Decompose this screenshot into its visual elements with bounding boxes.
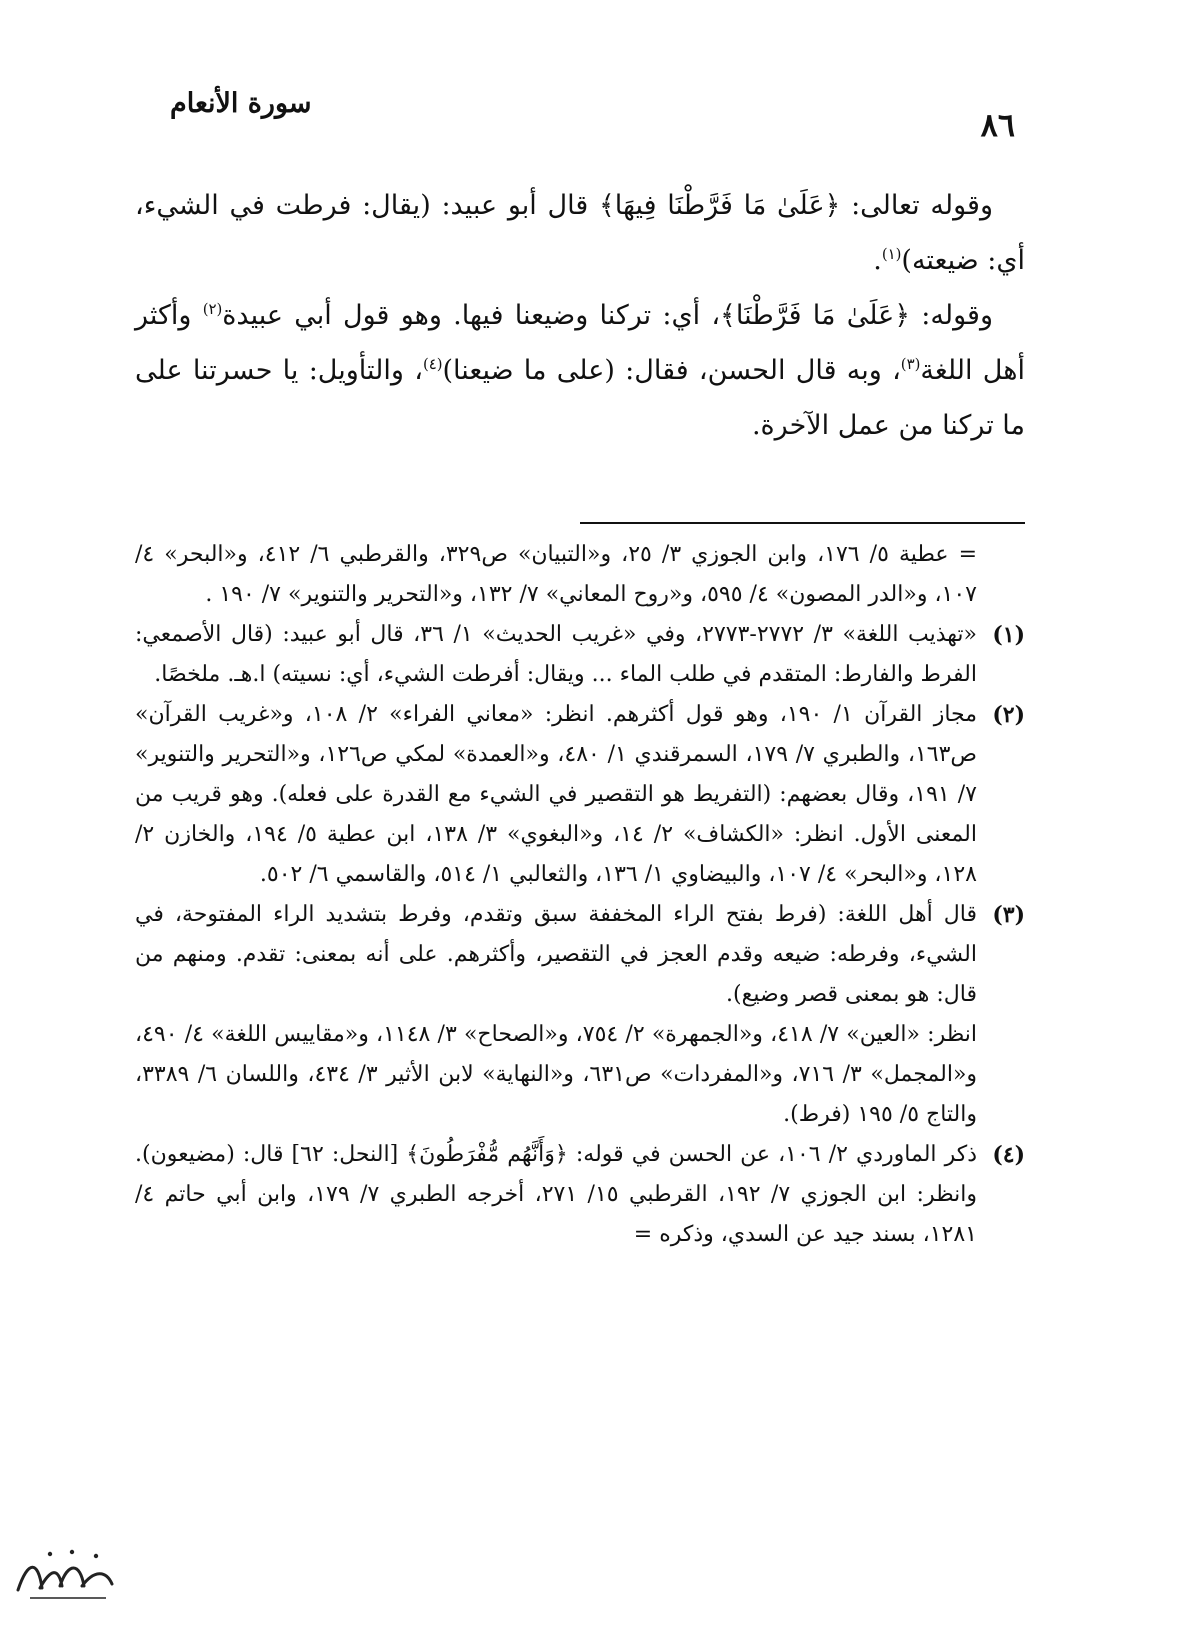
footnote-continuation-body [135, 535, 977, 615]
calligraphy-stamp-logo [10, 1540, 120, 1610]
footnote-body [135, 615, 977, 695]
footnote-number: (١) [992, 622, 1025, 648]
footnote-text: قال أهل اللغة: (فرط بفتح الراء المخففة سبق وتقدم، وفرط بتشديد الراء المفتوحة، في الشيء، وفرطه: ضيعه وقدم العجز في التقصير، وأكثرهم. على أنه بمعنى: تقدم. ومنهم من قال: هو بمعنى قصر وضيع). [135, 902, 977, 1007]
main-paragraph-1 [135, 178, 1025, 288]
footnote-3 [135, 895, 1025, 1135]
footnote-body [135, 895, 977, 1135]
main-paragraph-2-text-c: ، وبه قال الحسن، فقال: (على ما ضيعنا) [442, 355, 901, 386]
page-header [170, 88, 1015, 148]
main-paragraph-1-text: وقوله تعالى: ﴿عَلَىٰ مَا فَرَّطْنَا فِيهَا﴾ قال أبو عبيد: (يقال: فرطت في الشيء، أي: ضيعته) [135, 190, 1025, 276]
footnote-body [135, 695, 977, 895]
footnote-ref-2: (٢) [202, 300, 223, 318]
footnote-number: (٤) [992, 1142, 1025, 1168]
footnote-ref-4: (٤) [422, 355, 443, 373]
footnote-continuation [135, 535, 1025, 615]
footnote-text: «تهذيب اللغة» ٣/ ٢٧٧٢-٢٧٧٣، وفي «غريب الحديث» ١/ ٣٦، قال أبو عبيد: (قال الأصمعي: الفرط والفارط: المتقدم في طلب الماء ... ويقال: أفرطت الشيء، أي: نسيته) ا.هـ. ملخصًا. [135, 622, 978, 687]
footnote-number: (٢) [992, 702, 1025, 728]
footnote-number: (٣) [992, 902, 1025, 928]
main-paragraph-2-text-b: وأكثر أهل اللغة [135, 300, 1025, 386]
main-paragraph-2-text-d: ، والتأويل: يا حسرتنا على ما تركنا من عمل الآخرة. [135, 355, 1025, 441]
footnotes [135, 535, 1025, 1255]
footnote-ref-1: (١) [881, 245, 902, 263]
footnote-continuation-text: = عطية ٥/ ١٧٦، وابن الجوزي ٣/ ٢٥، و«التبيان» ص٣٢٩، والقرطبي ٦/ ٤١٢، و«البحر» ٤/ ١٠٧، و«الدر المصون» ٤/ ٥٩٥، و«روح المعاني» ٧/ ١٣٢، و«التحرير والتنوير» ٧/ ١٩٠ . [135, 542, 978, 607]
footnote-text: انظر: «العين» ٧/ ٤١٨، و«الجمهرة» ٢/ ٧٥٤، و«الصحاح» ٣/ ١١٤٨، و«مقاييس اللغة» ٤/ ٤٩٠، و«المجمل» ٣/ ٧١٦، و«المفردات» ص٦٣١، و«النهاية» لابن الأثير ٣/ ٤٣٤، واللسان ٦/ ٣٣٨٩، والتاج ٥/ ١٩٥ (فرط). [135, 1022, 978, 1127]
footnote-text: مجاز القرآن ١/ ١٩٠، وهو قول أكثرهم. انظر: «معاني الفراء» ٢/ ١٠٨، و«غريب القرآن» ص١٦٣، والطبري ٧/ ١٧٩، السمرقندي ١/ ٤٨٠، و«العمدة» لمكي ص١٢٦، و«التحرير والتنوير» ٧/ ١٩١، وقال بعضهم: (التفريط هو التقصير في الشيء مع القدرة على فعله). وهو قريب من المعنى الأول. انظر: «الكشاف» ٢/ ١٤، و«البغوي» ٣/ ١٣٨، ابن عطية ٥/ ١٩٤، والخازن ٢/ ١٢٨، و«البحر» ٤/ ١٠٧، والبيضاوي ١/ ١٣٦، والثعالبي ١/ ٥١٤، والقاسمي ٦/ ٥٠٢. [135, 702, 978, 887]
footnote-ref-3: (٣) [900, 355, 921, 373]
footnote-4 [135, 1135, 1025, 1255]
main-text [135, 178, 1025, 453]
footnote-text: ذكر الماوردي ٢/ ١٠٦، عن الحسن في قوله: ﴿وَأَنَّهُم مُّفْرَطُونَ﴾ [النحل: ٦٢] قال: (مضيعون). وانظر: ابن الجوزي ٧/ ١٩٢، القرطبي ١٥/ ٢٧١، أخرجه الطبري ٧/ ١٧٩، وابن أبي حاتم ٤/ ١٢٨١، بسند جيد عن السدي، وذكره = [135, 1142, 978, 1247]
page-number: ٨٦ [980, 106, 1015, 144]
main-paragraph-2 [135, 288, 1025, 453]
main-paragraph-2-text-a: وقوله: ﴿عَلَىٰ مَا فَرَّطْنَا﴾، أي: تركنا وضيعنا فيها. وهو قول أبي عبيدة [222, 300, 993, 331]
footnote-1 [135, 615, 1025, 695]
footnote-body [135, 1135, 977, 1255]
footnote-2 [135, 695, 1025, 895]
main-paragraph-1-end: . [873, 245, 882, 276]
footnote-divider [580, 522, 1025, 524]
surah-title: سورة الأنعام [170, 88, 312, 119]
